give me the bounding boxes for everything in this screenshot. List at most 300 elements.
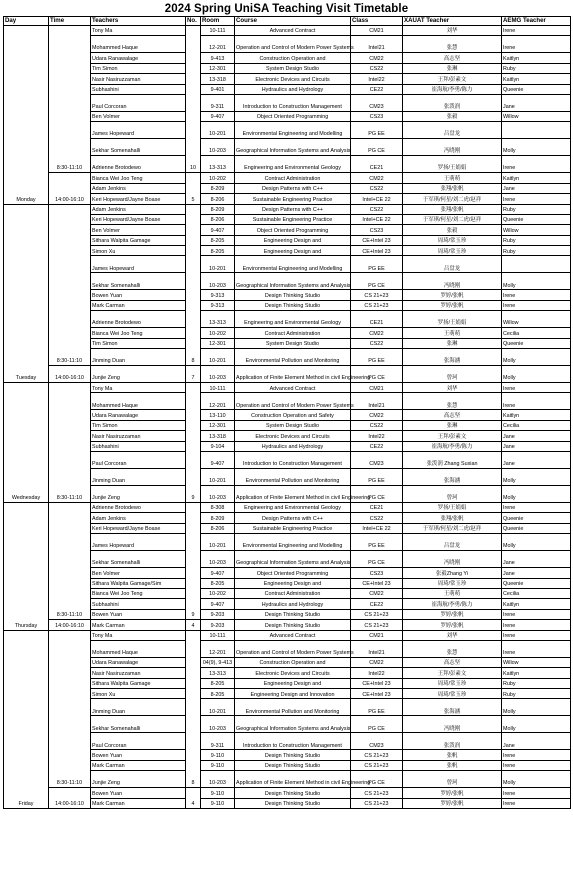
table-row xyxy=(4,630,571,640)
room-cell: 9-407 xyxy=(201,111,235,121)
course-cell: Environmental Pollution and Monitoring xyxy=(235,468,351,485)
aemg-teacher-cell: Ruby xyxy=(502,689,571,699)
class-cell: CS 21+23 xyxy=(351,760,403,770)
xauat-teacher-cell: 罗婷/张帆 xyxy=(403,290,502,300)
course-cell: Design Thinking Studio xyxy=(235,750,351,760)
aemg-teacher-cell xyxy=(502,256,571,273)
room-cell: 12-201 xyxy=(201,393,235,410)
xauat-teacher-cell: 周琦/常玉珍 xyxy=(403,235,502,245)
class-cell: CM22 xyxy=(351,410,403,420)
room-cell: 8-205 xyxy=(201,578,235,588)
aemg-teacher-cell: Queenie xyxy=(502,523,571,533)
count-cell: 5 xyxy=(186,173,201,204)
course-cell: Application of Finite Element Method in civil Engineering xyxy=(235,485,351,502)
aemg-teacher-cell: Irene xyxy=(502,798,571,808)
course-cell: Engineering Design and Innovation xyxy=(235,689,351,699)
xauat-teacher-cell: 张慧 xyxy=(403,393,502,410)
course-cell: Electronic Devices and Circuits xyxy=(235,668,351,678)
xauat-teacher-cell: 张帆 xyxy=(403,750,502,760)
xauat-teacher-cell: 罗扬/王娟娟 xyxy=(403,156,502,173)
aemg-teacher-cell: Irene xyxy=(502,393,571,410)
class-cell: PG CE xyxy=(351,139,403,156)
class-cell: Intel+CE 22 xyxy=(351,214,403,224)
teacher-cell: James Hopeward xyxy=(91,256,186,273)
teacher-cell: Tim Simon xyxy=(91,338,186,348)
aemg-teacher-cell: Irene xyxy=(502,788,571,798)
xauat-teacher-cell: 张慧 xyxy=(403,640,502,657)
class-cell: CS 21+23 xyxy=(351,750,403,760)
teacher-cell: Sekhar Somenahalli xyxy=(91,273,186,290)
header-time: Time xyxy=(49,17,91,26)
xauat-teacher-cell: 周琦/常玉珍 xyxy=(403,689,502,699)
course-cell: Engineering Design and xyxy=(235,235,351,245)
timetable-table xyxy=(3,16,571,809)
course-cell: Hydraulics and Hydrology xyxy=(235,84,351,94)
aemg-teacher-cell: Irene xyxy=(502,26,571,36)
room-cell: 10-201 xyxy=(201,256,235,273)
class-cell: CS 21+23 xyxy=(351,300,403,310)
class-cell: CS23 xyxy=(351,111,403,121)
aemg-teacher-cell: Ruby xyxy=(502,63,571,73)
aemg-teacher-cell: Kaitlyn xyxy=(502,410,571,420)
xauat-teacher-cell: 张毅Zhang Yi xyxy=(403,568,502,578)
teacher-cell: Adrienne Brotodewo xyxy=(91,311,186,328)
course-cell: Advanced Contract xyxy=(235,26,351,36)
xauat-teacher-cell: 张琳 xyxy=(403,63,502,73)
xauat-teacher-cell: 张海涵 xyxy=(403,699,502,716)
xauat-teacher-cell: 崔海航/李勇/陈力 xyxy=(403,84,502,94)
room-cell: 10-202 xyxy=(201,588,235,598)
aemg-teacher-cell: Kaitlyn xyxy=(502,599,571,609)
xauat-teacher-cell: 刘华 xyxy=(403,383,502,393)
xauat-teacher-cell: 王拜/彭素文 xyxy=(403,668,502,678)
class-cell: CE21 xyxy=(351,156,403,173)
class-cell: CE+Intel 23 xyxy=(351,235,403,245)
xauat-teacher-cell: 冯晓刚 xyxy=(403,551,502,568)
xauat-teacher-cell: 曾珂 xyxy=(403,771,502,788)
time-cell: 8:30-11:10 xyxy=(49,204,91,366)
class-cell: CS23 xyxy=(351,568,403,578)
table-row xyxy=(4,204,571,214)
class-cell: PG EE xyxy=(351,534,403,551)
xauat-teacher-cell: 高志坚 xyxy=(403,410,502,420)
teacher-cell: Bowen Yuan xyxy=(91,750,186,760)
room-cell: 10-201 xyxy=(201,349,235,366)
header-no: No. xyxy=(186,17,201,26)
aemg-teacher-cell: Kaitlyn xyxy=(502,668,571,678)
teacher-cell: Mark Carman xyxy=(91,760,186,770)
room-cell: 10-201 xyxy=(201,699,235,716)
class-cell: PG EE xyxy=(351,468,403,485)
teacher-cell: Tony Ma xyxy=(91,26,186,36)
course-cell: Engineering and Environmental Geology xyxy=(235,156,351,173)
aemg-teacher-cell: Jane xyxy=(502,568,571,578)
room-cell: 10-203 xyxy=(201,771,235,788)
aemg-teacher-cell: Queenie xyxy=(502,214,571,224)
table-row xyxy=(4,620,571,630)
aemg-teacher-cell: Willow xyxy=(502,657,571,667)
course-cell: Engineering and Environmental Geology xyxy=(235,311,351,328)
teacher-cell: Sekhar Somenahalli xyxy=(91,551,186,568)
aemg-teacher-cell: Jane xyxy=(502,451,571,468)
room-cell: 9-407 xyxy=(201,568,235,578)
xauat-teacher-cell: 张帆 xyxy=(403,760,502,770)
day-cell: Wednesday xyxy=(4,383,49,503)
xauat-teacher-cell: 于军琪/何星/刘二虎/赵祥 xyxy=(403,214,502,224)
count-cell: 10 xyxy=(186,26,201,173)
class-cell: PG EE xyxy=(351,256,403,273)
room-cell: 04(9), 9-413 xyxy=(201,657,235,667)
teacher-cell: Nasir Nasiruzzaman xyxy=(91,668,186,678)
class-cell: CE22 xyxy=(351,84,403,94)
aemg-teacher-cell: Cecilia xyxy=(502,328,571,338)
teacher-cell: Adrienne Brotodewo xyxy=(91,502,186,512)
room-cell: 10-203 xyxy=(201,273,235,290)
course-cell: Design Thinking Studio xyxy=(235,798,351,808)
room-cell: 8-308 xyxy=(201,502,235,512)
xauat-teacher-cell: 于军琪/何星/刘二虎/赵祥 xyxy=(403,194,502,204)
header-xauat-teacher: XAUAT Teacher xyxy=(403,17,502,26)
room-cell: 12-301 xyxy=(201,63,235,73)
course-cell: Environmental Engineering and Modelling xyxy=(235,534,351,551)
room-cell: 9-110 xyxy=(201,788,235,798)
table-row xyxy=(4,502,571,512)
aemg-teacher-cell: Irene xyxy=(502,290,571,300)
xauat-teacher-cell: 罗扬/王娟娟 xyxy=(403,502,502,512)
xauat-teacher-cell: 崔海航/李勇/陈力 xyxy=(403,441,502,451)
aemg-teacher-cell: Jane xyxy=(502,431,571,441)
teacher-cell: Paul Corcoran xyxy=(91,94,186,111)
class-cell: CM22 xyxy=(351,657,403,667)
aemg-teacher-cell: Queenie xyxy=(502,513,571,523)
room-cell: 9-203 xyxy=(201,609,235,619)
course-cell: Application of Finite Element Method in civil Engineering xyxy=(235,771,351,788)
aemg-teacher-cell: Kaitlyn xyxy=(502,173,571,183)
aemg-teacher-cell: Queenie xyxy=(502,84,571,94)
class-cell: CS22 xyxy=(351,420,403,430)
aemg-teacher-cell: Ruby xyxy=(502,678,571,688)
room-cell: 10-203 xyxy=(201,366,235,383)
xauat-teacher-cell: 罗扬/王娟娟 xyxy=(403,311,502,328)
time-cell: 8:30-11:10 xyxy=(49,630,91,788)
xauat-teacher-cell: 王萌萌 xyxy=(403,173,502,183)
room-cell: 8-206 xyxy=(201,194,235,204)
room-cell: 8-205 xyxy=(201,235,235,245)
teacher-cell: Jinming Duan xyxy=(91,349,186,366)
aemg-teacher-cell: Willow xyxy=(502,311,571,328)
xauat-teacher-cell: 张海涵 xyxy=(403,468,502,485)
table-row xyxy=(4,173,571,183)
xauat-teacher-cell: 周琦/常玉珍 xyxy=(403,578,502,588)
teacher-cell: Mohammed Haque xyxy=(91,36,186,53)
teacher-cell: James Hopeward xyxy=(91,534,186,551)
xauat-teacher-cell: 冯晓刚 xyxy=(403,139,502,156)
class-cell: CS 21+23 xyxy=(351,798,403,808)
xauat-teacher-cell: 高志坚 xyxy=(403,53,502,63)
time-cell: 8:30-11:10 xyxy=(49,502,91,619)
xauat-teacher-cell: 崔海航/李勇/陈力 xyxy=(403,599,502,609)
count-cell: 4 xyxy=(186,620,201,630)
teacher-cell: Tim Simon xyxy=(91,420,186,430)
room-cell: 9-401 xyxy=(201,84,235,94)
course-cell: Object Oriented Programming xyxy=(235,111,351,121)
class-cell: CS 21+23 xyxy=(351,620,403,630)
class-cell: CS 21+23 xyxy=(351,788,403,798)
course-cell: Design Thinking Studio xyxy=(235,300,351,310)
course-cell: Design Thinking Studio xyxy=(235,760,351,770)
room-cell: 8-206 xyxy=(201,214,235,224)
time-cell: 14:00-16:10 xyxy=(49,788,91,809)
day-cell: Monday xyxy=(4,26,49,205)
class-cell: CS 21+23 xyxy=(351,290,403,300)
course-cell: Advanced Contract xyxy=(235,383,351,393)
xauat-teacher-cell: 曾珂 xyxy=(403,485,502,502)
course-cell: Introduction to Construction Management xyxy=(235,94,351,111)
count-cell: 7 xyxy=(186,366,201,383)
xauat-teacher-cell: 王拜/彭素文 xyxy=(403,431,502,441)
time-cell: 14:00-16:10 xyxy=(49,366,91,383)
class-cell: CS23 xyxy=(351,225,403,235)
header-aemg-teacher: AEMG Teacher xyxy=(502,17,571,26)
class-cell: PG EE xyxy=(351,349,403,366)
teacher-cell: Sithara Walpita Gamage xyxy=(91,678,186,688)
room-cell: 10-111 xyxy=(201,26,235,36)
room-cell: 9-407 xyxy=(201,225,235,235)
class-cell: CM22 xyxy=(351,328,403,338)
teacher-cell: Tony Ma xyxy=(91,383,186,393)
xauat-teacher-cell: 张琳 xyxy=(403,338,502,348)
course-cell: Engineering Design and xyxy=(235,678,351,688)
header-teachers: Teachers xyxy=(91,17,186,26)
class-cell: CE22 xyxy=(351,599,403,609)
course-cell: Operation and Control of Modern Power Systems xyxy=(235,393,351,410)
aemg-teacher-cell xyxy=(502,122,571,139)
class-cell: CS 21+23 xyxy=(351,609,403,619)
room-cell: 12-201 xyxy=(201,640,235,657)
teacher-cell: Adam Jenkins xyxy=(91,513,186,523)
timetable-body xyxy=(4,26,571,809)
class-cell: Intel22 xyxy=(351,431,403,441)
teacher-cell: Keri Hopeward/Jayne Boase xyxy=(91,214,186,224)
course-cell: Contract Administration xyxy=(235,588,351,598)
aemg-teacher-cell: Molly xyxy=(502,349,571,366)
class-cell: CM22 xyxy=(351,588,403,598)
header-course: Course xyxy=(235,17,351,26)
time-cell: 14:00-16:10 xyxy=(49,620,91,630)
aemg-teacher-cell: Molly xyxy=(502,771,571,788)
xauat-teacher-cell: 张海涵 xyxy=(403,349,502,366)
course-cell: Sustainable Engineering Practice xyxy=(235,214,351,224)
xauat-teacher-cell: 王萌萌 xyxy=(403,328,502,338)
class-cell: CS22 xyxy=(351,204,403,214)
room-cell: 12-301 xyxy=(201,420,235,430)
teacher-cell: Bowen Yuan xyxy=(91,788,186,798)
aemg-teacher-cell: Cecilia xyxy=(502,420,571,430)
xauat-teacher-cell: 曾珂 xyxy=(403,366,502,383)
room-cell: 8-206 xyxy=(201,523,235,533)
teacher-cell: Bianca Wei Joo Teng xyxy=(91,328,186,338)
aemg-teacher-cell: Queenie xyxy=(502,578,571,588)
xauat-teacher-cell: 周琦/常玉珍 xyxy=(403,246,502,256)
table-row xyxy=(4,366,571,383)
xauat-teacher-cell: 罗婷/张帆 xyxy=(403,620,502,630)
aemg-teacher-cell: Irene xyxy=(502,502,571,512)
xauat-teacher-cell: 冯晓刚 xyxy=(403,716,502,733)
teacher-cell: Bianca Wei Joo Teng xyxy=(91,173,186,183)
xauat-teacher-cell: 高志坚 xyxy=(403,657,502,667)
xauat-teacher-cell: 罗婷/张帆 xyxy=(403,609,502,619)
room-cell: 10-201 xyxy=(201,122,235,139)
aemg-teacher-cell: Kaitlyn xyxy=(502,74,571,84)
xauat-teacher-cell: 张泼润 xyxy=(403,94,502,111)
xauat-teacher-cell: 张毅 xyxy=(403,111,502,121)
aemg-teacher-cell: Jane xyxy=(502,94,571,111)
aemg-teacher-cell: Irene xyxy=(502,156,571,173)
class-cell: CM23 xyxy=(351,94,403,111)
class-cell: CS22 xyxy=(351,338,403,348)
room-cell: 9-110 xyxy=(201,798,235,808)
page-title: 2024 Spring UniSA Teaching Visit Timetable xyxy=(164,3,409,15)
course-cell: Design Patterns with C++ xyxy=(235,183,351,193)
xauat-teacher-cell: 张泼润 xyxy=(403,733,502,750)
class-cell: PG EE xyxy=(351,699,403,716)
table-row xyxy=(4,26,571,36)
room-cell: 9-311 xyxy=(201,733,235,750)
header-day: Day xyxy=(4,17,49,26)
room-cell: 10-203 xyxy=(201,139,235,156)
course-cell: Contract Administration xyxy=(235,173,351,183)
teacher-cell: Udara Ranawalage xyxy=(91,53,186,63)
class-cell: CE21 xyxy=(351,311,403,328)
aemg-teacher-cell: Irene xyxy=(502,760,571,770)
class-cell: Intel+CE 22 xyxy=(351,523,403,533)
room-cell: 9-313 xyxy=(201,290,235,300)
room-cell: 8-205 xyxy=(201,246,235,256)
course-cell: Object Oriented Programming xyxy=(235,225,351,235)
aemg-teacher-cell: Ruby xyxy=(502,204,571,214)
course-cell: System Design Studio xyxy=(235,420,351,430)
teacher-cell: Adam Jenkins xyxy=(91,183,186,193)
room-cell: 8-209 xyxy=(201,204,235,214)
class-cell: CM22 xyxy=(351,173,403,183)
course-cell: Hydraulics and Hydrology xyxy=(235,441,351,451)
course-cell: Design Patterns with C++ xyxy=(235,513,351,523)
class-cell: CM22 xyxy=(351,53,403,63)
course-cell: Electronic Devices and Circuits xyxy=(235,74,351,84)
course-cell: Design Thinking Studio xyxy=(235,609,351,619)
teacher-cell: Junjie Zeng xyxy=(91,485,186,502)
class-cell: CS22 xyxy=(351,63,403,73)
class-cell: CM23 xyxy=(351,451,403,468)
course-cell: Operation and Control of Modern Power Systems xyxy=(235,640,351,657)
count-cell: 9 xyxy=(186,383,201,503)
course-cell: Electronic Devices and Circuits xyxy=(235,431,351,441)
teacher-cell: Sithara Walpita Gamage/Sim xyxy=(91,578,186,588)
xauat-teacher-cell: 张翔/张帆 xyxy=(403,204,502,214)
time-cell: 8:30-11:10 xyxy=(49,383,91,503)
teacher-cell: Mohammed Haque xyxy=(91,393,186,410)
class-cell: CS22 xyxy=(351,183,403,193)
aemg-teacher-cell: Ruby xyxy=(502,246,571,256)
course-cell: Design Thinking Studio xyxy=(235,620,351,630)
course-cell: Hydraulics and Hydrology xyxy=(235,599,351,609)
course-cell: Engineering and Environmental Geology xyxy=(235,502,351,512)
room-cell: 10-201 xyxy=(201,534,235,551)
room-cell: 10-111 xyxy=(201,383,235,393)
aemg-teacher-cell: Molly xyxy=(502,273,571,290)
day-cell: Friday xyxy=(4,630,49,809)
xauat-teacher-cell: 张毅 xyxy=(403,225,502,235)
room-cell: 13-313 xyxy=(201,311,235,328)
teacher-cell: Sekhar Somenahalli xyxy=(91,716,186,733)
course-cell: Introduction to Construction Management xyxy=(235,733,351,750)
teacher-cell: Udara Ranawalage xyxy=(91,410,186,420)
room-cell: 10-203 xyxy=(201,551,235,568)
teacher-cell: Junjie Zeng xyxy=(91,366,186,383)
aemg-teacher-cell: Molly xyxy=(502,468,571,485)
count-cell: 9 xyxy=(186,502,201,619)
aemg-teacher-cell: Irene xyxy=(502,609,571,619)
aemg-teacher-cell: Irene xyxy=(502,300,571,310)
teacher-cell: Tony Ma xyxy=(91,630,186,640)
teacher-cell: Ben Volmer xyxy=(91,111,186,121)
teacher-cell: Bowen Yuan xyxy=(91,290,186,300)
teacher-cell: Sekhar Somenahalli xyxy=(91,139,186,156)
teacher-cell: Ben Volmer xyxy=(91,568,186,578)
room-cell: 9-311 xyxy=(201,94,235,111)
room-cell: 12-301 xyxy=(201,338,235,348)
room-cell: 13-313 xyxy=(201,156,235,173)
teacher-cell: Jinming Duan xyxy=(91,699,186,716)
aemg-teacher-cell: Irene xyxy=(502,640,571,657)
aemg-teacher-cell: Willow xyxy=(502,111,571,121)
aemg-teacher-cell: Jane xyxy=(502,441,571,451)
class-cell: PG CE xyxy=(351,551,403,568)
teacher-cell: Nasir Nasiruzzaman xyxy=(91,431,186,441)
teacher-cell: Mohammed Haque xyxy=(91,640,186,657)
teacher-cell: Adam Jenkins xyxy=(91,204,186,214)
room-cell: 8-209 xyxy=(201,513,235,523)
xauat-teacher-cell: 刘华 xyxy=(403,26,502,36)
teacher-cell: Subhashini xyxy=(91,84,186,94)
xauat-teacher-cell: 张慧 xyxy=(403,36,502,53)
aemg-teacher-cell: Willow xyxy=(502,225,571,235)
course-cell: System Design Studio xyxy=(235,63,351,73)
xauat-teacher-cell: 周琦/常玉珍 xyxy=(403,678,502,688)
room-cell: 8-209 xyxy=(201,183,235,193)
course-cell: Environmental Engineering and Modelling xyxy=(235,256,351,273)
room-cell: 10-202 xyxy=(201,328,235,338)
aemg-teacher-cell: Ruby xyxy=(502,235,571,245)
course-cell: Application of Finite Element Method in civil Engineering xyxy=(235,366,351,383)
course-cell: Sustainable Engineering Practice xyxy=(235,194,351,204)
header-room: Room xyxy=(201,17,235,26)
room-cell: 13-110 xyxy=(201,410,235,420)
xauat-teacher-cell: 王拜/彭素文 xyxy=(403,74,502,84)
room-cell: 10-202 xyxy=(201,173,235,183)
course-cell: Sustainable Engineering Practice xyxy=(235,523,351,533)
class-cell: CE+Intel 23 xyxy=(351,678,403,688)
xauat-teacher-cell: 张翔/张帆 xyxy=(403,183,502,193)
aemg-teacher-cell: Molly xyxy=(502,699,571,716)
teacher-cell: Jinming Duan xyxy=(91,468,186,485)
class-cell: CE21 xyxy=(351,502,403,512)
room-cell: 9-203 xyxy=(201,620,235,630)
aemg-teacher-cell: Queenie xyxy=(502,338,571,348)
aemg-teacher-cell: Jane xyxy=(502,733,571,750)
room-cell: 10-111 xyxy=(201,630,235,640)
class-cell: Intel22 xyxy=(351,74,403,84)
